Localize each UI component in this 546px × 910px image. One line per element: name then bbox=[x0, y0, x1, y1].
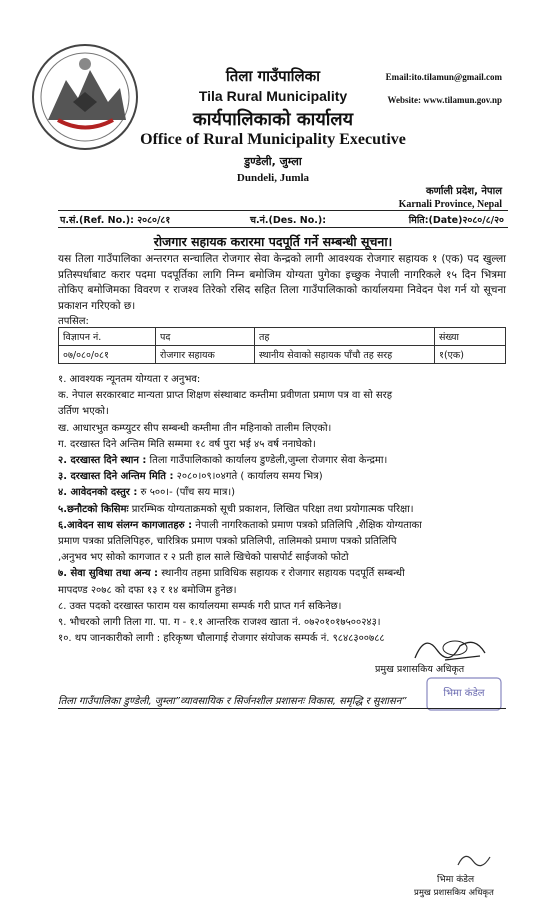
item-1b: ख. आधारभुत कम्प्युटर सीप सम्बन्धी कम्तीमा तीन महिनाको तालीम लिएको। bbox=[58, 422, 332, 434]
item-3: ३. दरखास्त दिने अन्तिम मिति : २०८०।०९।०४गते ( कार्यालय समय भित्र) bbox=[58, 471, 323, 483]
item-4: ४. आवेदनको दस्तुर : रु ५००।- (पाँच सय मात्र।) bbox=[58, 487, 236, 499]
tapasil-label: तपसिल: bbox=[58, 316, 89, 327]
item-1-heading: १. आवश्यक न्यूनतम योग्यता र अनुभव: bbox=[58, 374, 201, 385]
location-en: Dundeli, Jumla bbox=[236, 172, 310, 184]
official-stamp bbox=[425, 676, 503, 712]
table-header-row bbox=[59, 328, 506, 346]
cell-level: स्थानीय सेवाको सहायक पाँचौ तह सरह bbox=[255, 346, 435, 364]
cell-post: रोजगार सहायक bbox=[156, 346, 255, 364]
item-7-cont: मापदण्ड २०७८ को दफा १३ र १४ बमोजिम हुनेछ। bbox=[58, 584, 237, 596]
cell-advert-no: ०७/०८०/०८१ bbox=[59, 346, 156, 364]
office-name-np: तिला गाउँपालिका bbox=[225, 67, 321, 85]
notice-subject: रोजगार सहायक करारमा पदपूर्ति गर्ने सम्बन्धी सूचना। bbox=[153, 234, 393, 249]
vacancy-table bbox=[58, 327, 506, 364]
location-np: डुण्डेली, जुम्ला bbox=[244, 155, 302, 168]
website-text: Website: www.tilamun.gov.np bbox=[387, 95, 502, 105]
header-divider bbox=[58, 210, 508, 211]
office-name-en: Tila Rural Municipality bbox=[198, 88, 348, 104]
dispatch-number: च.नं.(Des. No.): bbox=[250, 215, 326, 226]
col-header-count: संख्या bbox=[435, 328, 506, 346]
table-row bbox=[59, 346, 506, 364]
item-6-cont2: ,अनुभव भए सोको कागजात र २ प्रती हाल साले खिचेको पासपोर्ट साईजको फोटो bbox=[58, 552, 349, 564]
item-5: ५.छनौटको किसिमः प्रारम्भिक योग्यताक्रमको सूची प्रकाशन, लिखित परिक्षा तथा प्रयोगात्मक परिक्षा। bbox=[58, 503, 414, 515]
executive-office-np: कार्यपालिकाको कार्यालय bbox=[192, 109, 354, 130]
item-10: १०. थप जानकारीको लागी : हरिकृष्ण चौलागाई रोजगार संयोजक सम्पर्क नं. ९८४८३००७८८ bbox=[58, 633, 385, 645]
item-6-cont1: प्रमाण पत्रका प्रतिलिपिहरु, चारित्रिक प्रमाण पत्रको प्रतिलिपी, तालिमको प्रमाण पत्रको प्रतिलिपि bbox=[58, 536, 397, 548]
requirements-list bbox=[58, 372, 508, 647]
notice-date: मिति:(Date)२०८०/८/२० bbox=[408, 215, 504, 226]
item-6: ६.आवेदन साथ संलग्न कागजातहरु : नेपाली नागरिकताको प्रमाण पत्रको प्रतिलिपि ,शैक्षिक योग्यताका bbox=[58, 519, 422, 531]
signatory-title: प्रमुख प्रशासकिय अधिकृत bbox=[375, 664, 465, 675]
second-page-signatory-title: प्रमुख प्रशासकिय अधिकृत bbox=[414, 888, 494, 898]
item-1a-cont: उर्तिण भएको। bbox=[58, 406, 109, 418]
province-np: कर्णाली प्रदेश, नेपाल bbox=[425, 186, 502, 197]
email-text: Email:ito.tilamun@gmail.com bbox=[385, 72, 502, 82]
item-2: २. दरखास्त दिने स्थान : तिला गाउँपालिकाको कार्यालय डुण्डेली,जुम्ला रोजगार सेवा केन्द्रमा। bbox=[58, 455, 388, 467]
ref-number: प.सं.(Ref. No.): २०८०/८१ bbox=[60, 215, 171, 226]
footer-slogan: तिला गाउँपालिका डुण्डेली, जुम्ला”व्यावसायिक र सिर्जनशील प्रशासनः विकास, समृद्धि र सुशासन” bbox=[58, 696, 407, 707]
col-header-post: पद bbox=[156, 328, 255, 346]
ref-divider bbox=[58, 227, 508, 228]
item-1c: ग. दरखास्त दिने अन्तिम मिति सम्ममा १८ वर्ष पुरा भई ४५ वर्ष ननाघेको। bbox=[58, 438, 316, 450]
province-en: Karnali Province, Nepal bbox=[398, 199, 502, 210]
item-9: ९. भौचरको लागी तिला गा. पा. ग - १.१ आन्तरिक राजश्व खाता नं. ०७२०१०१७५००२४३। bbox=[58, 617, 381, 629]
item-7: ७. सेवा सुविधा तथा अन्य : स्थानीय तहमा प्राविधिक सहायक र रोजगार सहायक पदपूर्ति सम्बन्धी bbox=[58, 568, 405, 580]
stamp-text: भिमा कंडेल bbox=[443, 688, 485, 699]
item-1a: क. नेपाल सरकारबाट मान्यता प्राप्त शिक्षण संस्थाबाट कम्तीमा प्रवीणता प्रमाण पत्र वा सो सरह bbox=[58, 390, 393, 402]
notice-intro: यस तिला गाउँपालिका अन्तरगत सन्चालित रोजगार सेवा केन्द्रको लागी आवश्यक रोजगार सहायक १ (एक) पद खुल्ला प्रतिस्पर्धाबाट करार पदमा पदपूर्तिका लागि निम्न बमोजिम योग्यता पुगेका इच्छुक नेपाली नागरिकले १५ दिन भित्रमा तोकिए बमोजिमका विवरण र राजश्व तिरेको रसिद सहित तिला गाउँपालिकाको कार्यालयमा निवेदन पेश गर्न यो सूचना प्रकाशन गरिएको छ। bbox=[58, 253, 506, 312]
executive-office-en: Office of Rural Municipality Executive bbox=[140, 131, 406, 148]
footer-divider bbox=[58, 708, 506, 709]
item-8: ८. उक्त पदको दरखास्त फाराम यस कार्यालयमा सम्पर्क गरी प्राप्त गर्न सकिनेछ। bbox=[58, 600, 342, 612]
col-header-level: तह bbox=[255, 328, 435, 346]
second-page-signature bbox=[455, 847, 495, 872]
cell-count: १(एक) bbox=[435, 346, 506, 364]
second-page-signatory-name: भिमा कंडेल bbox=[437, 875, 475, 885]
col-header-advert-no: विज्ञापन नं. bbox=[59, 328, 156, 346]
